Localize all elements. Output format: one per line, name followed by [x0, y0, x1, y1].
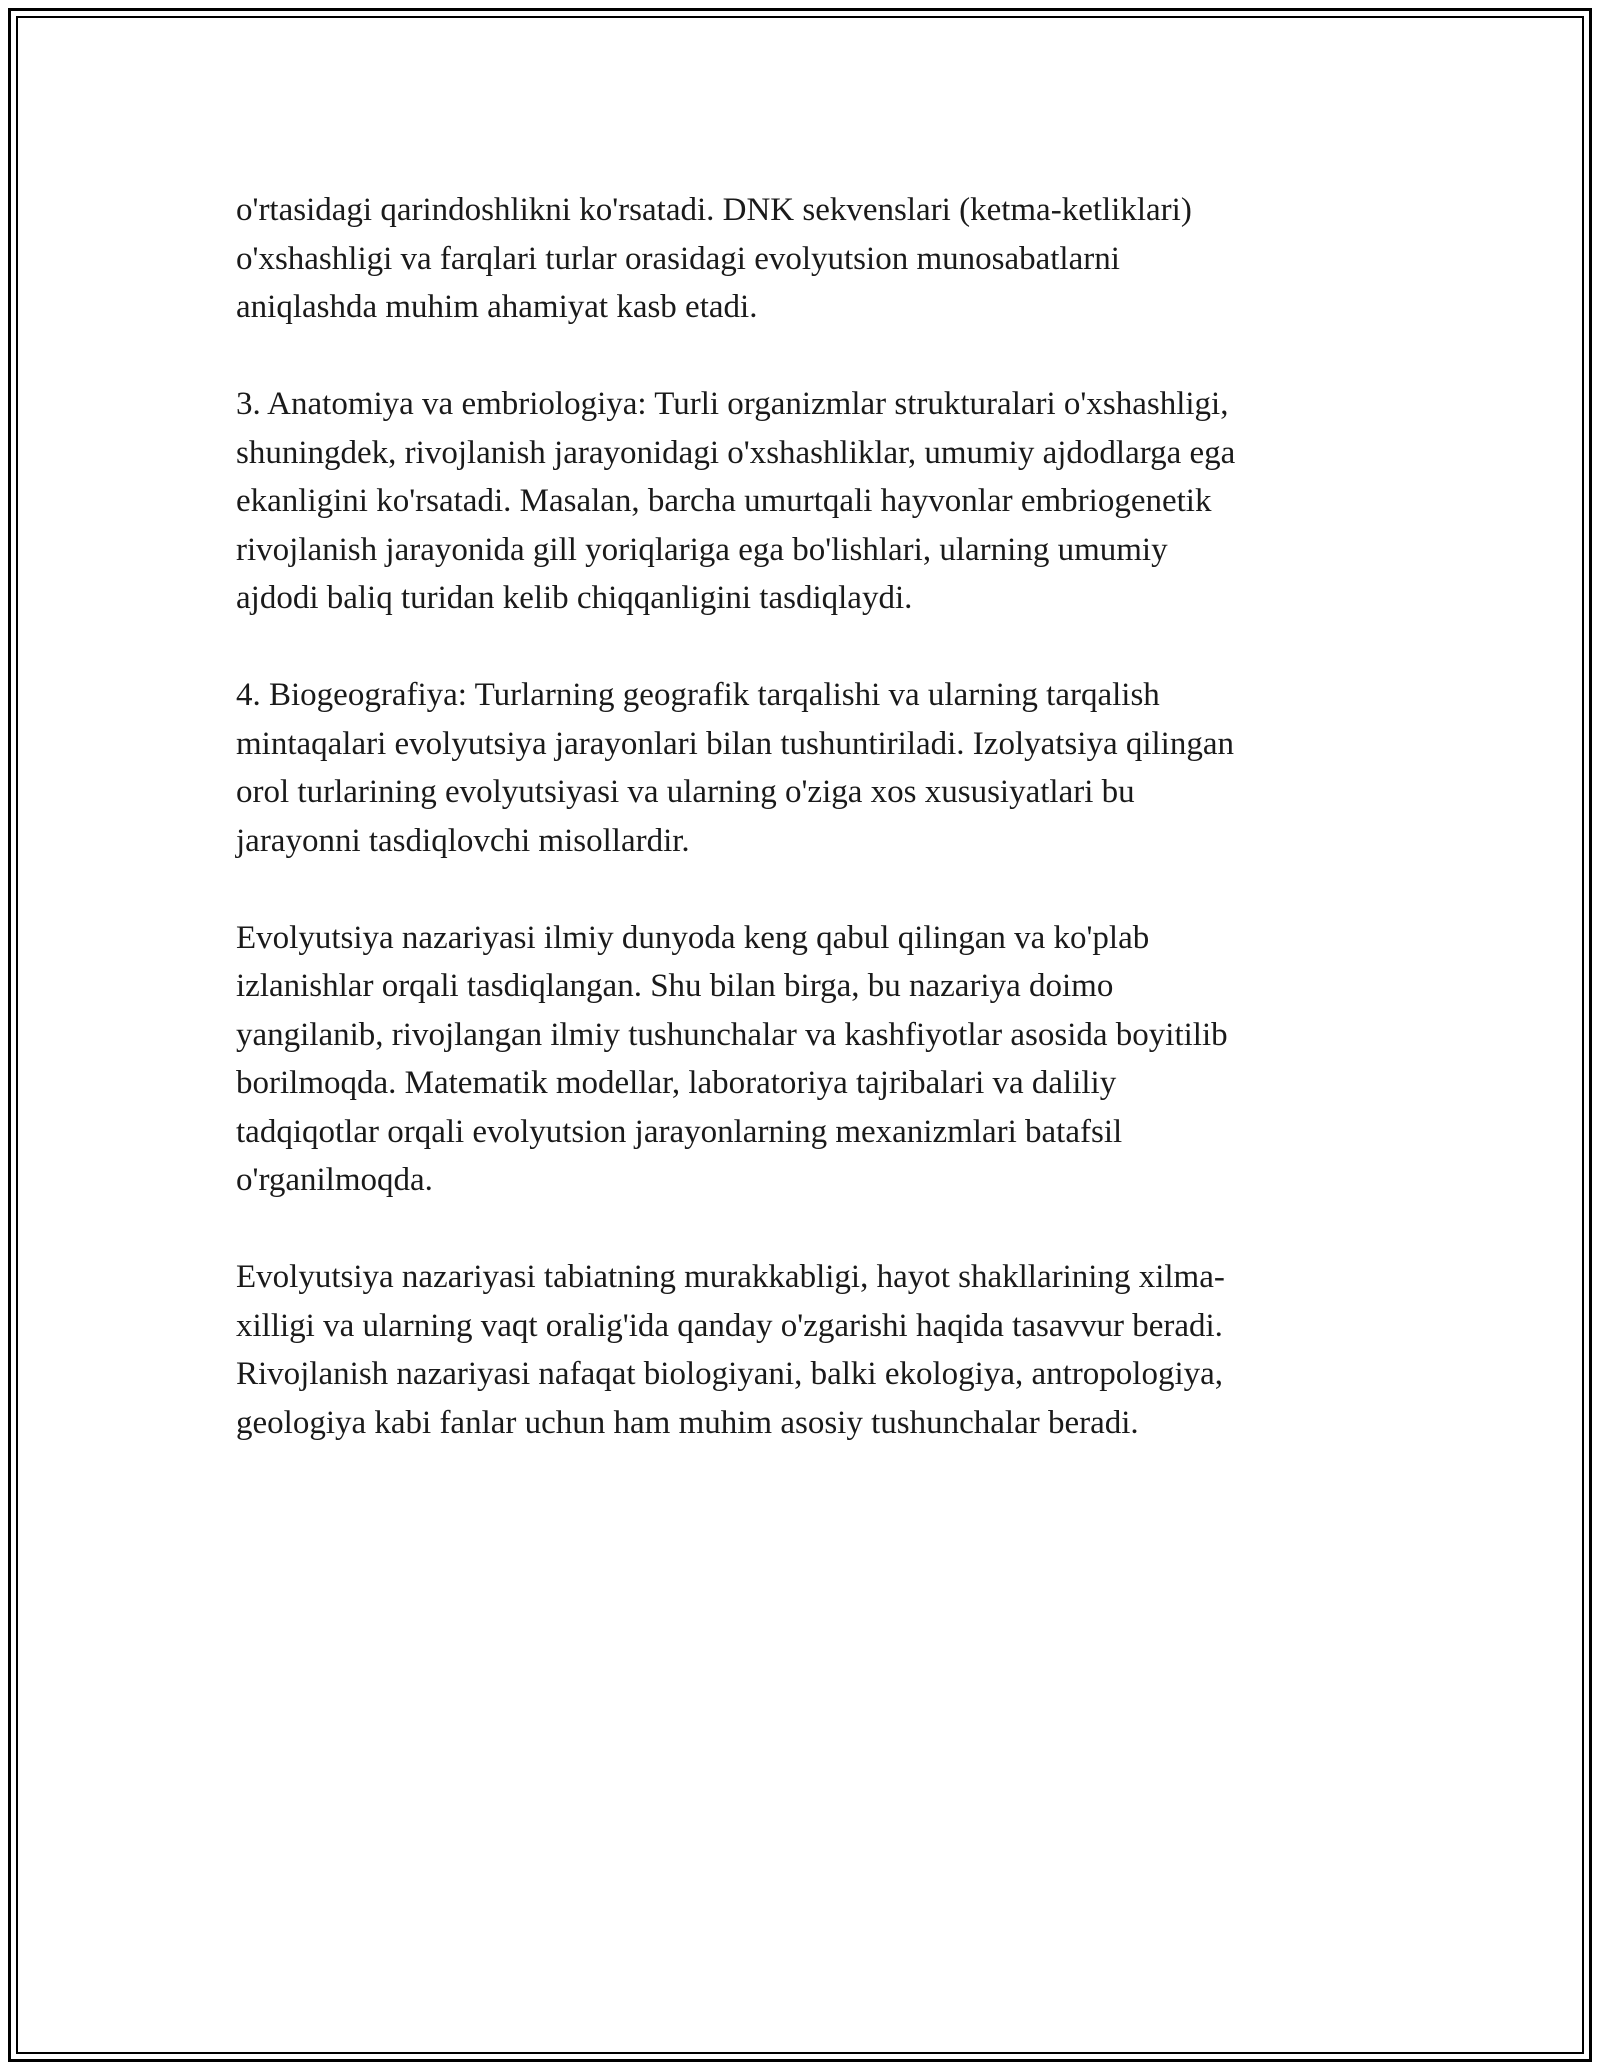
text-line: tadqiqotlar orqali evolyutsion jarayonlarning mexanizmlari batafsil: [236, 1113, 1123, 1150]
text-line: 3. Anatomiya va embriologiya: Turli organizmlar strukturalari o'xshashligi,: [236, 386, 1229, 422]
text-line: o'xshashligi va farqlari turlar orasidagi evolyutsion munosabatlarni: [236, 240, 1120, 277]
text-line: aniqlashda muhim ahamiyat kasb etadi.: [236, 289, 758, 325]
text-line: izlanishlar orqali tasdiqlangan. Shu bilan birga, bu nazariya doimo: [236, 968, 1114, 1004]
text-line: jarayonni tasdiqlovchi misollardir.: [236, 822, 690, 859]
text-line: yangilanib, rivojlangan ilmiy tushunchalar va kashfiyotlar asosida boyitilib: [236, 1016, 1228, 1053]
text-line: mintaqalari evolyutsiya jarayonlari bilan tushuntiriladi. Izolyatsiya qilingan: [236, 725, 1234, 762]
text-line: borilmoqda. Matematik modellar, laboratoriya tajribalari va daliliy: [236, 1065, 1117, 1101]
text-line: ajdodi baliq turidan kelib chiqqanligini tasdiqlaydi.: [236, 580, 913, 616]
text-line: o'rtasidagi qarindoshlikni ko'rsatadi. DNK sekvenslari (ketma-ketliklari): [236, 192, 1192, 228]
text-line: orol turlarining evolyutsiyasi va ularning o'ziga xos xususiyatlari bu: [236, 774, 1135, 810]
text-line: o'rganilmoqda.: [236, 1162, 433, 1198]
text-line: rivojlanish jarayonida gill yoriqlariga ega bo'lishlari, ularning umumiy: [236, 531, 1168, 568]
text-line: ekanligini ko'rsatadi. Masalan, barcha umurtqali hayvonlar embriogenetik: [236, 483, 1212, 519]
text-line: Rivojlanish nazariyasi nafaqat biologiyani, balki ekologiya, antropologiya,: [236, 1356, 1224, 1392]
text-line: 4. Biogeografiya: Turlarning geografik tarqalishi va ularning tarqalish: [236, 677, 1160, 713]
document-body: [236, 186, 1366, 1447]
paragraph-biogeography: [236, 671, 1366, 865]
text-line: geologiya kabi fanlar uchun ham muhim asosiy tushunchalar beradi.: [236, 1404, 1139, 1441]
text-line: Evolyutsiya nazariyasi tabiatning murakkabligi, hayot shakllarining xilma-: [236, 1259, 1225, 1295]
text-line: Evolyutsiya nazariyasi ilmiy dunyoda keng qabul qilingan va ko'plab: [236, 919, 1150, 956]
paragraph-scientific-acceptance: [236, 914, 1366, 1205]
paragraph-anatomy-embryology: [236, 380, 1366, 623]
text-line: shuningdek, rivojlanish jarayonidagi o'xshashliklar, umumiy ajdodlarga ega: [236, 434, 1236, 471]
text-line: xilligi va ularning vaqt oralig'ida qanday o'zgarishi haqida tasavvur beradi.: [236, 1307, 1223, 1344]
paragraph-dna-similarity: [236, 186, 1366, 332]
paragraph-conclusion: [236, 1253, 1366, 1447]
